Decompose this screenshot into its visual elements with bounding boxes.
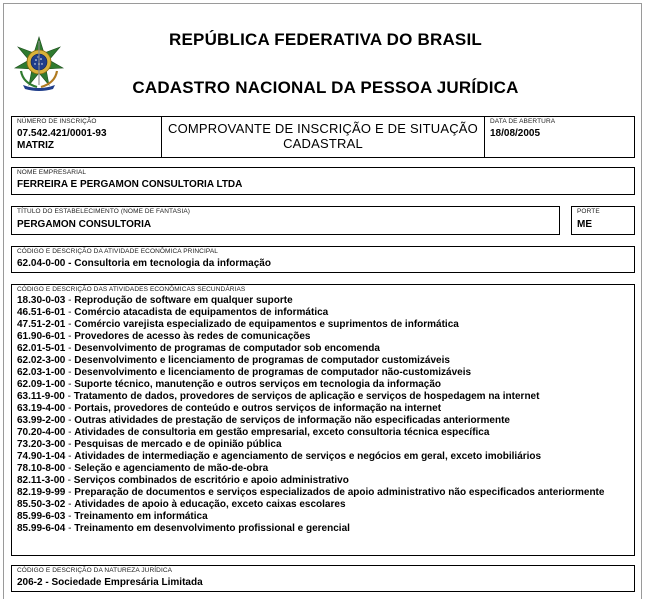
main-activity-value: 62.04-0-00 - Consultoria em tecnologia da informação	[17, 258, 271, 269]
main-activity-box	[11, 246, 635, 273]
registration-box	[11, 116, 162, 158]
secondary-activity-code: 63.11-9-00	[17, 391, 65, 402]
trade-name-value: PERGAMON CONSULTORIA	[17, 219, 152, 230]
secondary-activity-code: 70.20-4-00	[17, 427, 66, 438]
secondary-activity-description: Tratamento de dados, provedores de serviços de aplicação e serviços de hospedagem na internet	[73, 391, 540, 402]
secondary-activity-item: 18.30-0-03 - Reprodução de software em qualquer suporte	[17, 295, 293, 306]
secondary-activity-description: Atividades de apoio à educação, exceto caixas escolares	[74, 499, 346, 510]
legal-nature-value: 206-2 - Sociedade Empresária Limitada	[17, 577, 203, 588]
main-activity-code: 62.04-0-00	[17, 258, 66, 269]
secondary-activity-item: 74.90-1-04 - Atividades de intermediação e agenciamento de serviços e negócios em geral, exceto imobiliários	[17, 451, 542, 462]
secondary-activity-item: 82.11-3-00 - Serviços combinados de escritório e apoio administrativo	[17, 475, 349, 486]
secondary-activity-code: 62.01-5-01	[17, 343, 66, 354]
secondary-activity-item: 85.99-6-04 - Treinamento em desenvolvimento profissional e gerencial	[17, 523, 350, 534]
trade-name-label: TÍTULO DO ESTABELECIMENTO (NOME DE FANTASIA)	[17, 208, 191, 215]
registration-type: MATRIZ	[17, 140, 55, 151]
document-title-line2: CADASTRAL	[283, 136, 363, 151]
main-activity-description: Consultoria em tecnologia da informação	[74, 258, 271, 269]
document-title-line1: COMPROVANTE DE INSCRIÇÃO E DE SITUAÇÃO	[167, 121, 478, 136]
legal-nature-box	[11, 565, 635, 592]
secondary-activity-item: 62.03-1-00 - Desenvolvimento e licenciamento de programas de computador não-customizáveis	[17, 367, 472, 378]
main-activity-label: CÓDIGO E DESCRIÇÃO DA ATIVIDADE ECONÔMICA PRINCIPAL	[17, 248, 218, 255]
legal-nature-label: CÓDIGO E DESCRIÇÃO DA NATUREZA JURÍDICA	[17, 567, 173, 574]
secondary-activity-code: 63.99-2-00	[17, 415, 66, 426]
secondary-activity-code: 62.02-3-00	[17, 355, 66, 366]
secondary-activity-description: Desenvolvimento e licenciamento de programas de computador customizáveis	[74, 355, 450, 366]
secondary-activity-code: 62.03-1-00	[17, 367, 66, 378]
secondary-activities-label: CÓDIGO E DESCRIÇÃO DAS ATIVIDADES ECONÔMICAS SECUNDÁRIAS	[17, 286, 246, 293]
secondary-activity-code: 62.09-1-00	[17, 379, 66, 390]
secondary-activity-description: Outras atividades de prestação de serviços de informação não especificadas anteriormente	[74, 415, 510, 426]
secondary-activity-description: Portais, provedores de conteúdo e outros serviços de informação na internet	[74, 403, 442, 414]
secondary-activity-description: Suporte técnico, manutenção e outros serviços em tecnologia da informação	[74, 379, 442, 390]
country-title-text: REPÚBLICA FEDERATIVA DO BRASIL	[169, 30, 482, 49]
secondary-activity-code: 47.51-2-01	[17, 319, 66, 330]
opening-date-box	[484, 116, 635, 158]
opening-date-label: DATA DE ABERTURA	[490, 118, 556, 125]
secondary-activity-description: Desenvolvimento de programas de computador sob encomenda	[74, 343, 380, 354]
secondary-activity-item: 62.01-5-01 - Desenvolvimento de programas de computador sob encomenda	[17, 343, 380, 354]
company-size-label: PORTE	[577, 208, 600, 215]
registry-title	[0, 78, 651, 98]
secondary-activity-description: Serviços combinados de escritório e apoio administrativo	[73, 475, 349, 486]
secondary-activity-code: 61.90-6-01	[17, 331, 66, 342]
secondary-activity-item: 85.50-3-02 - Atividades de apoio à educação, exceto caixas escolares	[17, 499, 346, 510]
secondary-activity-item: 82.19-9-99 - Preparação de documentos e serviços especializados de apoio administrativo não especificados anteriormente	[17, 487, 605, 498]
trade-name-box	[11, 206, 560, 235]
secondary-activity-item: 63.11-9-00 - Tratamento de dados, provedores de serviços de aplicação e serviços de hospedagem na internet	[17, 391, 540, 402]
secondary-activity-code: 85.99-6-04	[17, 523, 66, 534]
registry-title-text: CADASTRO NACIONAL DA PESSOA JURÍDICA	[132, 78, 519, 97]
secondary-activity-item: 47.51-2-01 - Comércio varejista especializado de equipamentos e suprimentos de informática	[17, 319, 459, 330]
secondary-activity-item: 78.10-8-00 - Seleção e agenciamento de mão-de-obra	[17, 463, 269, 474]
secondary-activity-description: Comércio varejista especializado de equipamentos e suprimentos de informática	[74, 319, 459, 330]
secondary-activity-description: Preparação de documentos e serviços especializados de apoio administrativo não especificados anteriormente	[74, 487, 605, 498]
secondary-activity-description: Reprodução de software em qualquer suporte	[74, 295, 293, 306]
company-size-box	[571, 206, 635, 235]
legal-nature-code: 206-2	[17, 577, 43, 588]
secondary-activity-code: 46.51-6-01	[17, 307, 66, 318]
secondary-activity-description: Treinamento em desenvolvimento profissional e gerencial	[74, 523, 350, 534]
company-name-box	[11, 167, 635, 195]
document-title-box	[161, 116, 485, 158]
secondary-activity-item: 85.99-6-03 - Treinamento em informática	[17, 511, 208, 522]
secondary-activity-description: Seleção e agenciamento de mão-de-obra	[74, 463, 269, 474]
country-title	[0, 30, 651, 50]
secondary-activity-code: 82.11-3-00	[17, 475, 65, 486]
secondary-activities-box	[11, 284, 635, 556]
secondary-activity-code: 85.50-3-02	[17, 499, 66, 510]
secondary-activity-code: 73.20-3-00	[17, 439, 66, 450]
secondary-activity-item: 62.02-3-00 - Desenvolvimento e licenciamento de programas de computador customizáveis	[17, 355, 450, 366]
secondary-activity-code: 74.90-1-04	[17, 451, 66, 462]
secondary-activity-item: 62.09-1-00 - Suporte técnico, manutenção e outros serviços em tecnologia da informação	[17, 379, 442, 390]
company-name-label: NOME EMPRESARIAL	[17, 169, 87, 176]
secondary-activity-item: 46.51-6-01 - Comércio atacadista de equipamentos de informática	[17, 307, 329, 318]
secondary-activity-item: 73.20-3-00 - Pesquisas de mercado e de opinião pública	[17, 439, 282, 450]
secondary-activity-description: Pesquisas de mercado e de opinião pública	[74, 439, 282, 450]
secondary-activity-code: 63.19-4-00	[17, 403, 66, 414]
registration-label: NÚMERO DE INSCRIÇÃO	[17, 118, 97, 125]
secondary-activity-code: 82.19-9-99	[17, 487, 66, 498]
company-size-value: ME	[577, 219, 592, 230]
registration-number: 07.542.421/0001-93	[17, 128, 107, 139]
opening-date-value: 18/08/2005	[490, 128, 541, 139]
secondary-activity-item: 63.99-2-00 - Outras atividades de prestação de serviços de informação não especificadas anteriormente	[17, 415, 510, 426]
legal-nature-description: Sociedade Empresária Limitada	[51, 577, 203, 588]
secondary-activities-list	[17, 295, 626, 535]
secondary-activity-description: Treinamento em informática	[74, 511, 208, 522]
secondary-activity-item: 63.19-4-00 - Portais, provedores de conteúdo e outros serviços de informação na internet	[17, 403, 442, 414]
company-name-value: FERREIRA E PERGAMON CONSULTORIA LTDA	[17, 179, 243, 190]
secondary-activity-description: Atividades de consultoria em gestão empresarial, exceto consultoria técnica específica	[74, 427, 490, 438]
secondary-activity-description: Atividades de intermediação e agenciamento de serviços e negócios em geral, exceto imobiliários	[74, 451, 542, 462]
secondary-activity-item: 70.20-4-00 - Atividades de consultoria em gestão empresarial, exceto consultoria técnica específica	[17, 427, 490, 438]
secondary-activity-code: 85.99-6-03	[17, 511, 66, 522]
secondary-activity-description: Provedores de acesso às redes de comunicações	[74, 331, 311, 342]
secondary-activity-code: 78.10-8-00	[17, 463, 66, 474]
secondary-activity-description: Desenvolvimento e licenciamento de programas de computador não-customizáveis	[74, 367, 472, 378]
secondary-activity-description: Comércio atacadista de equipamentos de informática	[74, 307, 329, 318]
secondary-activity-code: 18.30-0-03	[17, 295, 66, 306]
secondary-activity-item: 61.90-6-01 - Provedores de acesso às redes de comunicações	[17, 331, 311, 342]
document-title	[162, 121, 484, 151]
